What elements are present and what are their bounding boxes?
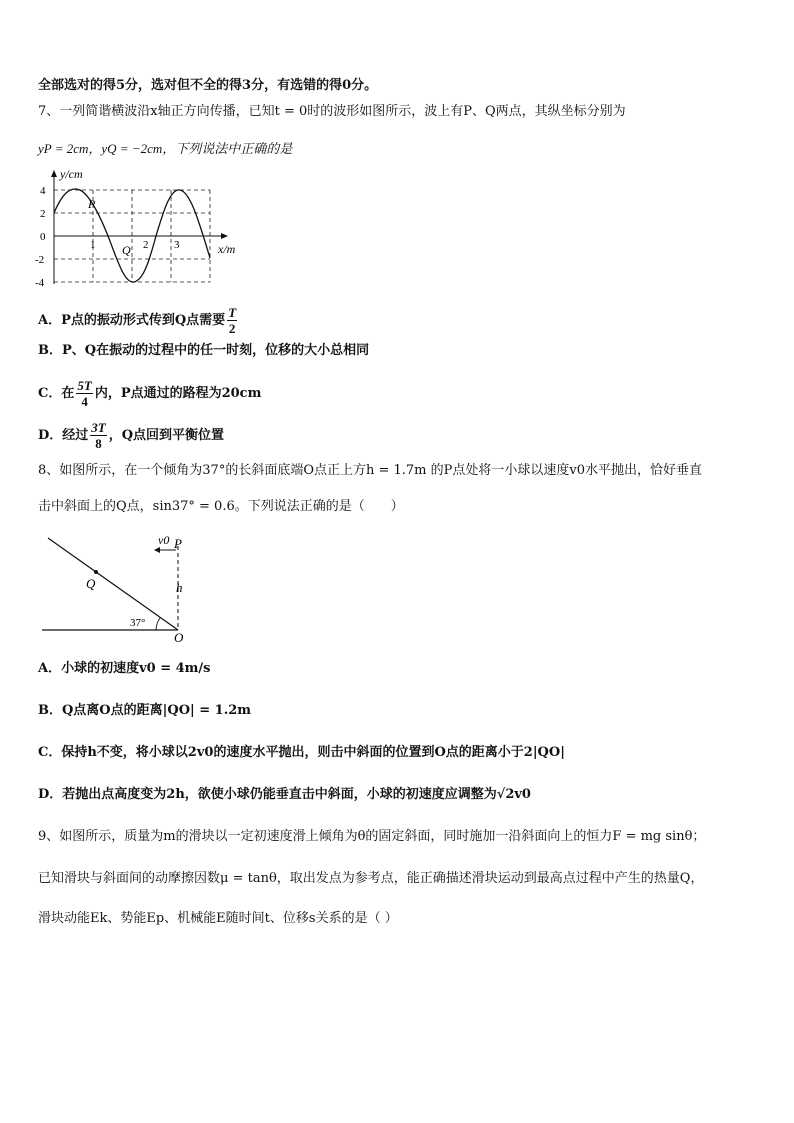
q9-stem-line-1: 9、如图所示，质量为m的滑块以一定初速度滑上倾角为θ的固定斜面，同时施加一沿斜面向上的恒力F = mg sinθ； <box>38 829 706 844</box>
xtick-2: 2 <box>143 239 149 251</box>
q7-option-d-suffix: ，Q点回到平衡位置 <box>108 428 225 443</box>
ytick-0: 0 <box>40 231 46 243</box>
wave-graph <box>32 168 252 286</box>
point-q-label: Q <box>122 243 131 257</box>
y-axis-label: y/cm <box>60 168 83 181</box>
ytick-neg2: -2 <box>35 254 45 266</box>
point-p-label: P <box>88 197 96 211</box>
angle-label: 37° <box>130 617 146 629</box>
x-axis-label: x/m <box>218 242 236 256</box>
q8-stem-line-1: 8、如图所示，在一个倾角为37°的长斜面底端O点正上方h = 1.7m 的P点处将一小球以速度v0水平抛出，恰好垂直 <box>38 463 702 478</box>
q7-option-d-prefix: D．经过 <box>38 428 89 443</box>
v0-label: v0 <box>158 533 170 547</box>
xtick-1: 1 <box>90 239 96 251</box>
q8-option-b[interactable]: B．Q点离O点的距离|QO| = 1.2m <box>38 703 252 718</box>
q7-option-c-fraction: $\frac{5T}{4}$ <box>77 378 92 409</box>
q9-stem-line-3: 滑块动能Ek、势能Ep、机械能E随时间t、位移s关系的是（ ） <box>38 911 398 926</box>
q7-stem-line-1: 7、一列简谐横波沿x轴正方向传播，已知t = 0时的波形如图所示，波上有P、Q两点，其纵坐标分别为 <box>38 104 626 119</box>
ytick-2: 2 <box>40 208 46 220</box>
q7-option-a-fraction: $\frac{T}{2}$ <box>228 305 237 336</box>
q7-stem-line-2: yP = 2cm，yQ = −2cm，下列说法中正确的是 <box>38 141 293 156</box>
q7-option-c-suffix: 内，P点通过的路程为20cm <box>94 386 262 401</box>
q7-option-c[interactable] <box>38 378 261 409</box>
ytick-4: 4 <box>40 185 46 197</box>
q-label: Q <box>86 576 96 591</box>
q8-stem-line-2: 击中斜面上的Q点，sin37° = 0.6。下列说法正确的是（ ） <box>38 499 404 514</box>
q8-option-c[interactable]: C．保持h不变，将小球以2v0的速度水平抛出，则击中斜面的位置到O点的距离小于2|QO| <box>38 745 565 760</box>
q7-option-a[interactable] <box>38 305 239 336</box>
p-label: P <box>174 536 182 551</box>
ytick-neg4: -4 <box>35 277 45 286</box>
q9-stem-line-2: 已知滑块与斜面间的动摩擦因数μ = tanθ，取出发点为参考点，能正确描述滑块运动到最高点过程中产生的热量Q， <box>38 871 704 886</box>
q8-option-a[interactable]: A．小球的初速度v0 = 4m/s <box>38 661 211 676</box>
q7-option-d[interactable] <box>38 420 224 451</box>
h-label: h <box>176 580 183 595</box>
scoring-note: 全部选对的得5分，选对但不全的得3分，有选错的得0分。 <box>38 78 378 93</box>
q7-option-b[interactable]: B．P、Q在振动的过程中的任一时刻，位移的大小总相同 <box>38 343 370 358</box>
incline-figure <box>38 530 208 645</box>
q7-option-d-fraction: $\frac{3T}{8}$ <box>91 420 106 451</box>
q8-option-d[interactable]: D．若抛出点高度变为2h，欲使小球仍能垂直击中斜面，小球的初速度应调整为√2v0 <box>38 787 531 802</box>
o-label: O <box>174 630 184 645</box>
xtick-3: 3 <box>174 239 180 251</box>
q7-option-a-text: A．P点的振动形式传到Q点需要 <box>38 313 226 328</box>
q7-option-c-prefix: C．在 <box>38 386 75 401</box>
